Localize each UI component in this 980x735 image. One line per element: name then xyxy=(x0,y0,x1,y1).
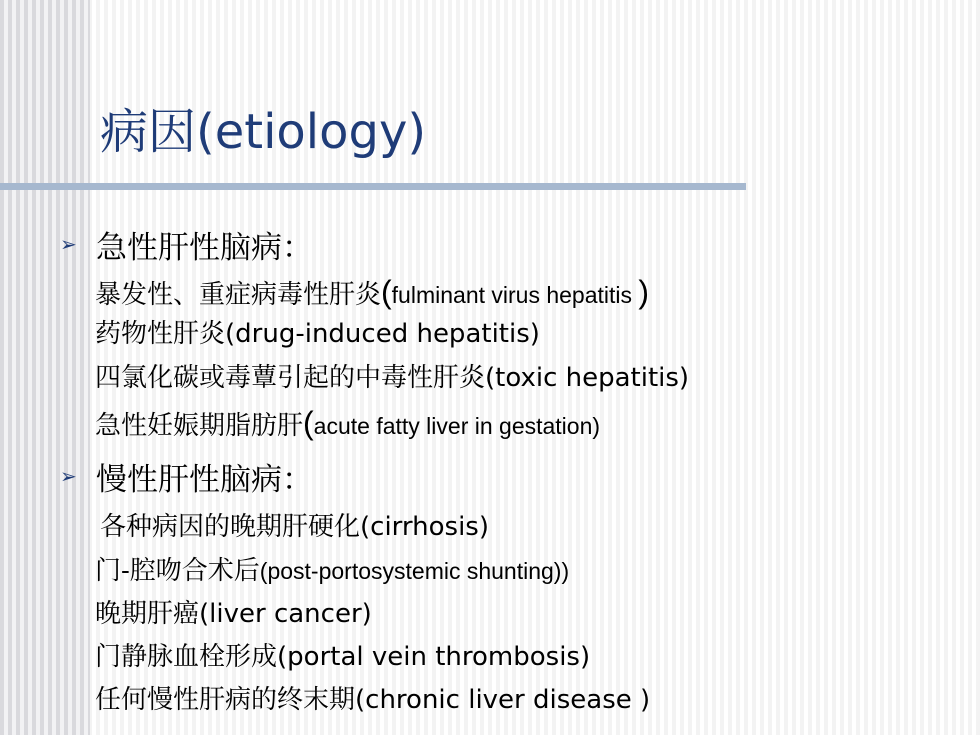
acute-line-1: 暴发性、重症病毒性肝炎(fulminant virus hepatitis ) xyxy=(95,274,650,310)
acute-line-2: 药物性肝炎(drug-induced hepatitis) xyxy=(95,319,540,349)
left-decorative-band xyxy=(0,0,90,735)
chronic-line-2: 门-腔吻合术后(post-portosystemic shunting)) xyxy=(95,556,570,586)
acute-line-3: 四氯化碳或毒蕈引起的中毒性肝炎(toxic hepatitis) xyxy=(95,363,690,393)
chronic-line-5: 任何慢性肝病的终末期(chronic liver disease ) xyxy=(95,685,651,715)
slide-title: 病因(etiology) xyxy=(100,104,427,160)
arrow-bullet-icon: ➢ xyxy=(60,232,77,256)
chronic-line-3: 晚期肝癌(liver cancer) xyxy=(95,599,372,629)
heading-acute: 急性肝性脑病： xyxy=(96,230,313,266)
acute-line-4: 急性妊娠期脂肪肝(acute fatty liver in gestation) xyxy=(95,405,601,441)
title-underline xyxy=(0,183,746,190)
heading-chronic: 慢性肝性脑病： xyxy=(96,462,313,498)
arrow-bullet-icon: ➢ xyxy=(60,464,77,488)
chronic-line-4: 门静脉血栓形成(portal vein thrombosis) xyxy=(95,642,591,672)
chronic-line-1: 各种病因的晚期肝硬化(cirrhosis) xyxy=(100,512,489,542)
